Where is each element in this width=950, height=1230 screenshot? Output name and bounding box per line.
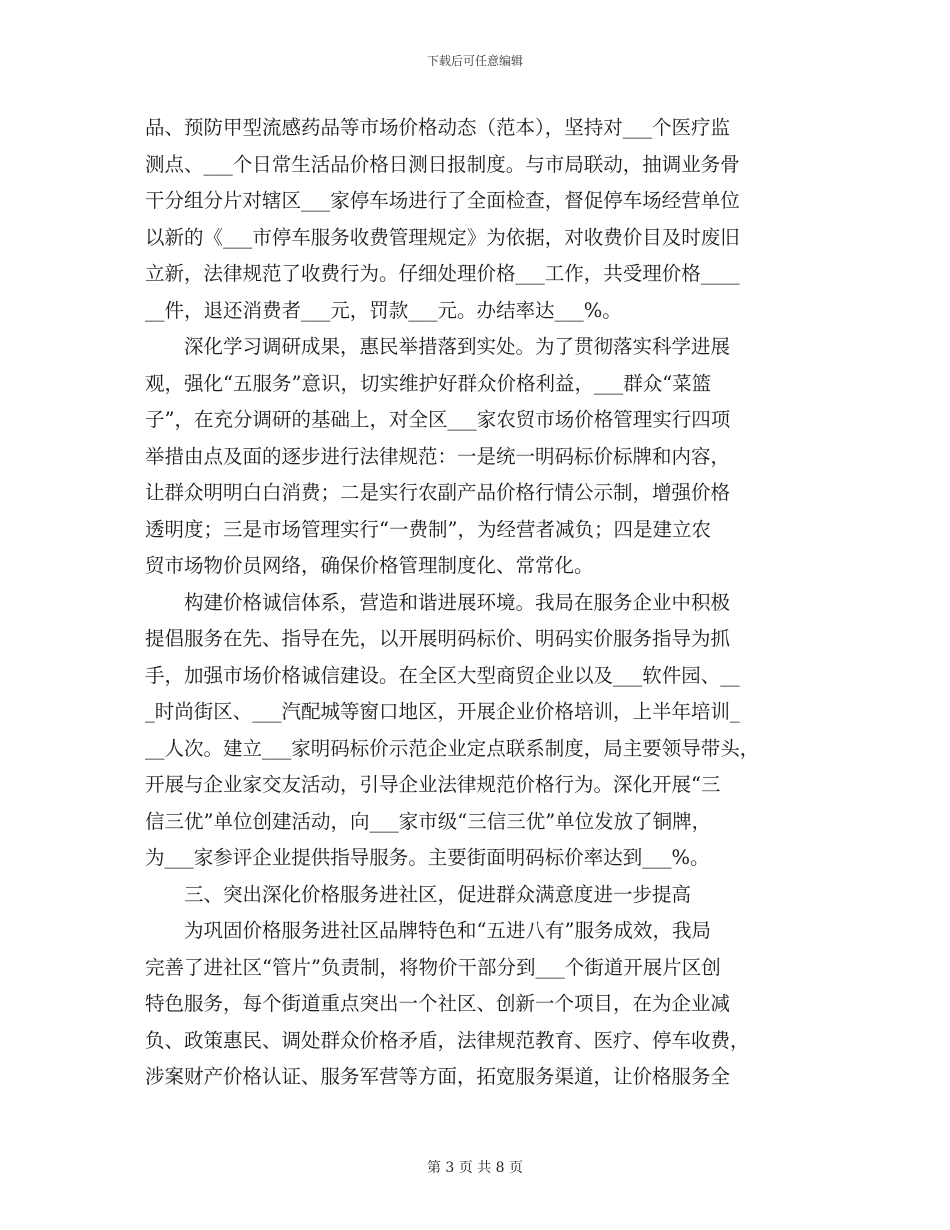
text-line: _时尚街区、___汽配城等窗口地区，开展企业价格培训，上半年培训_ xyxy=(145,700,740,723)
text-line: 构建价格诚信体系，营造和谐进展环境。我局在服务企业中积极 xyxy=(145,590,731,614)
text-line: 贸市场物价员网络，确保价格管理制度化、常常化。 xyxy=(145,554,594,577)
text-line: __件，退还消费者___元，罚款___元。办结率达___%。 xyxy=(145,298,622,322)
text-line: 干分组分片对辖区___家停车场进行了全面检查，督促停车场经营单位 xyxy=(145,189,740,212)
document-body xyxy=(145,110,820,1096)
text-line: 以新的《___市停车服务收费管理规定》为依据，对收费价目及时废旧 xyxy=(145,225,740,249)
text-line: 开展与企业家交友活动，引导企业法律规范价格行为。深化开展“三 xyxy=(145,773,721,796)
text-line: 为___家参评企业提供指导服务。主要街面明码标价率达到___%。 xyxy=(145,846,710,869)
text-line: 信三优”单位创建活动，向___家市级“三信三优”单位发放了铜牌， xyxy=(145,809,712,833)
text-line: 负、政策惠民、调处群众价格矛盾，法律规范教育、医疗、停车收费， xyxy=(145,1028,750,1052)
text-line: 测点、___个日常生活品价格日测日报制度。与市局联动，抽调业务骨 xyxy=(145,152,740,176)
text-line: __人次。建立___家明码标价示范企业定点联系制度，局主要领导带头， xyxy=(145,736,760,760)
text-line: 观，强化“五服务”意识，切实维护好群众价格利益，___群众“菜篮 xyxy=(145,371,712,395)
text-line: 手，加强市场价格诚信建设。在全区大型商贸企业以及___软件园、__ xyxy=(145,663,740,687)
text-line: 完善了进社区“管片”负责制，将物价干部分到___个街道开展片区创 xyxy=(145,955,721,979)
text-line: 立新，法律规范了收费行为。仔细处理价格___工作，共受理价格____ xyxy=(145,262,740,285)
text-line: 透明度；三是市场管理实行“一费制”，为经营者减负；四是建立农 xyxy=(145,517,711,541)
text-line: 子”，在充分调研的基础上，对全区___家农贸市场价格管理实行四项 xyxy=(145,408,731,431)
text-line: 举措由点及面的逐步进行法律规范：一是统一明码标价标牌和内容， xyxy=(145,444,731,468)
text-line: 深化学习调研成果，惠民举措落到实处。为了贯彻落实科学进展 xyxy=(145,335,731,358)
text-line: 为巩固价格服务进社区品牌特色和“五进八有”服务成效，我局 xyxy=(145,919,711,942)
text-line: 品、预防甲型流感药品等市场价格动态（范本），坚持对___个医疗监 xyxy=(145,116,731,139)
text-line: 让群众明明白白消费；二是实行农副产品价格行情公示制，增强价格 xyxy=(145,481,731,504)
page-number-footer: 第 3 页 共 8 页 xyxy=(426,1160,524,1176)
section-heading: 三、突出深化价格服务进社区，促进群众满意度进一步提高 xyxy=(145,882,692,906)
text-line: 涉案财产价格认证、服务军营等方面，拓宽服务渠道，让价格服务全 xyxy=(145,1065,731,1088)
page-header: 下载后可任意编辑 xyxy=(426,54,523,68)
text-line: 提倡服务在先、指导在先，以开展明码标价、明码实价服务指导为抓 xyxy=(145,627,731,650)
text-line: 特色服务，每个街道重点突出一个社区、创新一个项目，在为企业减 xyxy=(145,992,731,1015)
